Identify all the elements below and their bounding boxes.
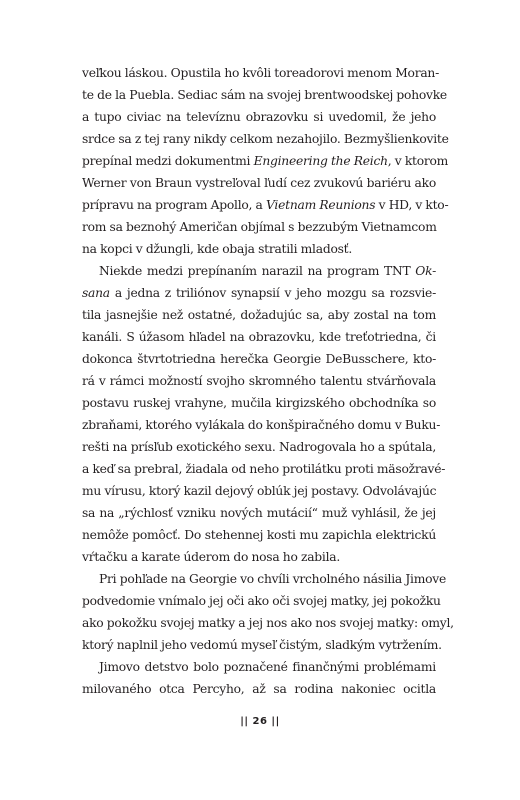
text-segment: a jedna z triliónov synapsií v jeho mozgu sa rozsvie- — [109, 286, 436, 300]
text-segment: prepínal medzi dokumentmi — [82, 154, 254, 168]
text-segment: a keď sa prebral, žiadala od neho protilátku proti mäsožravé- — [82, 462, 446, 476]
text-line — [82, 84, 447, 106]
text-segment: veľkou láskou. Opustila ho kvôli toreadorovi menom Moran- — [82, 66, 439, 80]
text-line — [82, 194, 449, 216]
text-line — [82, 150, 449, 172]
text-line — [82, 502, 436, 524]
text-line — [82, 326, 436, 348]
text-segment: ako pokožku svojej matky a jej nos ako nos svojej matky: omyl, — [82, 616, 454, 630]
text-line — [82, 414, 441, 436]
text-segment: dokonca štvrtotriedna herečka Georgie DeBusschere, kto- — [82, 352, 436, 366]
text-segment: prípravu na program Apollo, a — [82, 198, 266, 212]
text-segment: Werner von Braun vystreľoval ľudí cez zvukovú bariéru ako — [82, 176, 436, 190]
text-line — [82, 304, 436, 326]
text-line — [82, 62, 439, 84]
text-segment: podvedomie vnímalo jej oči ako oči svojej matky, jej pokožku — [82, 594, 441, 608]
text-segment: mu vírusu, ktorý kazil dejový oblúk jej postavy. Odvolávajúc — [82, 484, 437, 498]
text-line — [82, 238, 436, 260]
text-line — [82, 480, 436, 502]
italic-title: Engineering the Reich — [253, 154, 388, 168]
text-line — [82, 128, 449, 150]
text-line — [82, 524, 436, 546]
text-line — [82, 260, 436, 282]
text-line — [82, 436, 436, 458]
text-segment: v HD, v kto- — [375, 198, 449, 212]
text-line — [82, 370, 436, 392]
text-line — [82, 458, 446, 480]
text-segment: nemôže pomôcť. Do stehennej kosti mu zapichla elektrickú — [82, 528, 436, 542]
text-segment: Niekde medzi prepínaním narazil na program TNT — [99, 264, 416, 278]
text-segment: a tupo civiac na televíznu obrazovku si uvedomil, že jeho — [82, 110, 436, 124]
text-segment: rom sa beznohý Američan objímal s bezzubým Vietnamcom — [82, 220, 437, 234]
italic-title: Ok- — [415, 264, 436, 278]
text-segment: srdce sa z tej rany nikdy celkom nezahojilo. Bezmyšlienkovite — [82, 132, 449, 146]
text-line — [82, 678, 436, 700]
italic-title: sana — [82, 286, 110, 300]
text-segment: tila jasnejšie než ostatné, dožadujúc sa, aby zostal na tom — [82, 308, 436, 322]
text-segment: rá v rámci možností svojho skromného talentu stvárňovala — [82, 374, 436, 388]
italic-title: Vietnam Reunions — [266, 198, 376, 212]
text-segment: kanáli. S úžasom hľadel na obrazovku, kde treťotriedna, či — [82, 330, 436, 344]
text-line — [82, 590, 441, 612]
text-segment: sa na „rýchlosť vzniku nových mutácií“ muž vyhlásil, že jej — [82, 506, 436, 520]
text-line — [82, 546, 436, 568]
text-segment: milovaného otca Percyho, až sa rodina nakoniec ocitla — [82, 682, 436, 696]
text-segment: Jimovo detstvo bolo poznačené finančnými problémami — [99, 660, 436, 674]
text-segment: postavu ruskej vrahyne, mučila kirgizského obchodníka so — [82, 396, 436, 410]
text-segment: vŕtačku a karate úderom do nosa ho zabila. — [82, 550, 341, 564]
text-segment: rešti na prísľub exotického sexu. Nadrogovala ho a spútala, — [82, 440, 436, 454]
text-line — [82, 634, 442, 656]
text-segment: , v ktorom — [387, 154, 449, 168]
text-line — [82, 282, 436, 304]
text-line — [82, 568, 447, 590]
text-line — [82, 348, 436, 370]
text-segment: te de la Puebla. Sediac sám na svojej brentwoodskej pohovke — [82, 88, 447, 102]
text-line — [82, 106, 436, 128]
text-line — [82, 612, 454, 634]
text-segment: zbraňami, ktorého vylákala do konšpiračného domu v Buku- — [82, 418, 441, 432]
text-line — [82, 392, 436, 414]
text-line — [82, 656, 436, 678]
text-segment: Pri pohľade na Georgie vo chvíli vrcholného násilia Jimove — [99, 572, 447, 586]
text-segment: ktorý naplnil jeho vedomú myseľ čistým, sladkým vytržením. — [82, 638, 442, 652]
text-line — [82, 172, 436, 194]
text-segment: na kopci v džungli, kde obaja stratili mladosť. — [82, 242, 353, 256]
book-page-text — [82, 62, 454, 700]
page-number: || 26 || — [240, 716, 280, 727]
text-line — [82, 216, 436, 238]
